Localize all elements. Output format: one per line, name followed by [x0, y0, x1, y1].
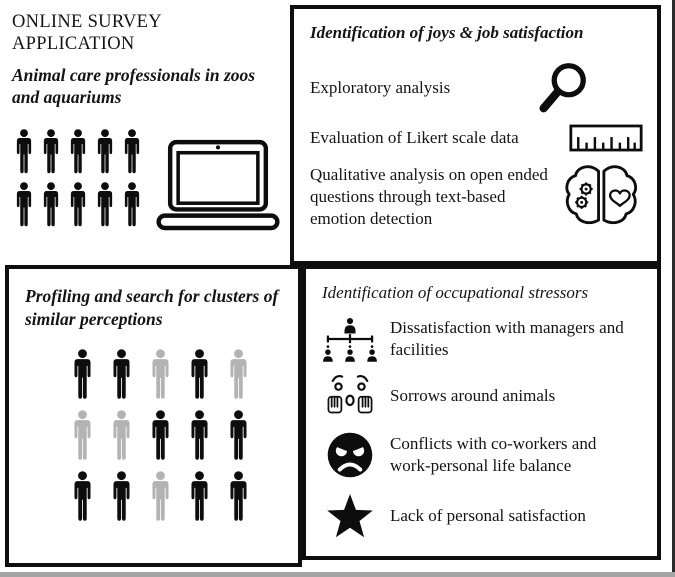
person-icon — [222, 471, 255, 525]
quadrant-joys — [290, 5, 661, 265]
person-icon — [12, 181, 36, 231]
person-icon — [66, 181, 90, 231]
app-title: ONLINE SURVEY APPLICATION — [12, 12, 162, 54]
stressor-item-sorrows — [318, 373, 649, 419]
clusters-pictogram — [66, 349, 255, 525]
survey-illustration — [12, 128, 290, 234]
person-icon — [144, 410, 177, 464]
brain-icon — [563, 161, 643, 233]
person-icon — [183, 410, 216, 464]
person-icon — [105, 410, 138, 464]
joys-item-exploratory — [310, 59, 645, 117]
quadrant-stressors — [302, 265, 661, 560]
person-icon — [144, 349, 177, 403]
person-icon — [66, 128, 90, 178]
person-icon — [222, 349, 255, 403]
stressor-item-managers — [318, 315, 649, 363]
person-icon — [93, 128, 117, 178]
likert-label: Evaluation of Likert scale data — [310, 127, 519, 147]
managers-label: Dissatisfaction with managers and facilities — [390, 317, 624, 359]
stressor-item-conflicts — [318, 431, 649, 479]
person-icon — [183, 349, 216, 403]
person-icon — [105, 349, 138, 403]
qualitative-label: Qualitative analysis on open ended questions through text-based emotion detection — [310, 164, 548, 229]
satisfaction-label: Lack of personal satisfaction — [390, 505, 586, 525]
joys-title: Identification of joys & job satisfaction — [310, 23, 584, 42]
quadrant-online-survey — [0, 0, 290, 265]
person-icon — [105, 471, 138, 525]
laptop-icon — [156, 139, 280, 232]
person-icon — [66, 471, 99, 525]
sorrows-label: Sorrows around animals — [390, 385, 556, 405]
person-icon — [66, 349, 99, 403]
conflicts-label: Conflicts with co-workers and work-personal life balance — [390, 433, 597, 475]
star-icon — [326, 493, 374, 539]
person-icon — [183, 471, 216, 525]
person-icon — [120, 181, 144, 231]
joys-item-qualitative — [310, 161, 645, 233]
person-icon — [66, 410, 99, 464]
person-icon — [222, 410, 255, 464]
person-icon — [93, 181, 117, 231]
app-subtitle: Animal care professionals in zoos and aquariums — [12, 64, 256, 107]
profiling-title: Profiling and search for clusters of similar perceptions — [25, 286, 279, 329]
joys-item-likert — [310, 123, 645, 153]
exploratory-label: Exploratory analysis — [310, 77, 451, 97]
magnifier-icon — [532, 59, 590, 117]
org-chart-icon — [321, 315, 379, 363]
sad-face-icon — [326, 431, 374, 479]
person-icon — [39, 128, 63, 178]
person-icon — [39, 181, 63, 231]
image-edge-bottom — [0, 572, 675, 577]
stressors-title: Identification of occupational stressors — [322, 283, 589, 302]
survey-participants-pictogram — [12, 128, 144, 234]
stressor-item-satisfaction — [318, 493, 649, 539]
screaming-face-icon — [324, 373, 376, 419]
person-icon — [144, 471, 177, 525]
person-icon — [12, 128, 36, 178]
person-icon — [120, 128, 144, 178]
quadrant-profiling — [5, 265, 302, 567]
ruler-icon — [569, 123, 643, 153]
